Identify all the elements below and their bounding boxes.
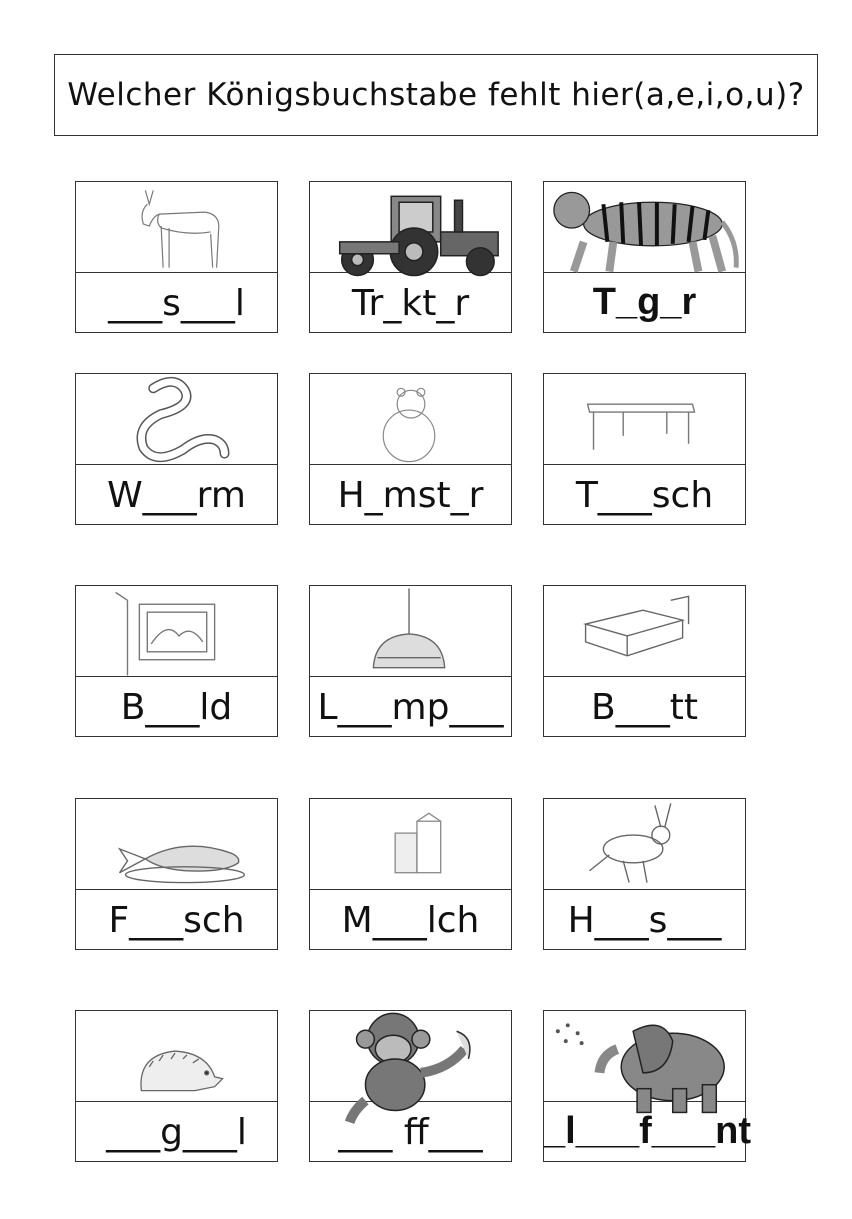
- card-monkey: [309, 1010, 512, 1162]
- word-puzzle: H___s___: [567, 900, 722, 941]
- card-milk: [309, 798, 512, 950]
- word-puzzle: H_mst_r: [337, 475, 484, 516]
- card-hamster: [309, 373, 512, 525]
- card-picture: [76, 1011, 277, 1102]
- word-puzzle: L___mp___: [317, 687, 504, 728]
- word-puzzle: Tr_kt_r: [351, 283, 470, 324]
- card-picture-frame: [75, 585, 278, 737]
- hare-icon: [544, 799, 745, 889]
- word-puzzle: M___lch: [341, 900, 480, 941]
- card-picture: [310, 374, 511, 465]
- card-hedgehog: [75, 1010, 278, 1162]
- hamster-icon: [310, 374, 511, 464]
- card-tiger: [543, 181, 746, 333]
- card-picture: [544, 182, 745, 273]
- card-picture: [76, 586, 277, 677]
- card-fish: [75, 798, 278, 950]
- word-puzzle: T_g_r: [592, 281, 697, 323]
- lamp-icon: [310, 586, 511, 676]
- elephant-icon: [544, 1011, 745, 1101]
- donkey-icon: [76, 182, 277, 272]
- milk-icon: [310, 799, 511, 889]
- table-icon: [544, 374, 745, 464]
- title-box: [54, 54, 818, 136]
- card-picture: [544, 1011, 745, 1102]
- fish-icon: [76, 799, 277, 889]
- bed-icon: [544, 586, 745, 676]
- word-puzzle: B___ld: [120, 687, 233, 728]
- card-elephant: [543, 1010, 752, 1162]
- card-hare: [543, 798, 746, 950]
- card-table: [543, 373, 746, 525]
- card-bed: [543, 585, 746, 737]
- word-puzzle: W___rm: [107, 475, 246, 516]
- card-picture: [310, 1011, 511, 1102]
- picture-frame-icon: [76, 586, 277, 676]
- word-puzzle: T___sch: [575, 475, 714, 516]
- card-picture: [310, 799, 511, 890]
- card-picture: [76, 182, 277, 273]
- card-picture: [310, 586, 511, 677]
- card-picture: [310, 182, 511, 273]
- word-puzzle: ___s___l: [108, 283, 245, 324]
- monkey-icon: [310, 1011, 511, 1101]
- card-worm: [75, 373, 278, 525]
- card-picture: [544, 374, 745, 465]
- card-picture: [544, 586, 745, 677]
- card-donkey: [75, 181, 278, 333]
- tractor-icon: [310, 182, 511, 272]
- word-puzzle: B___tt: [591, 687, 698, 728]
- word-puzzle: ___g___l: [106, 1112, 247, 1153]
- word-puzzle: ___ ff___: [338, 1112, 483, 1153]
- word-puzzle: _l___f___nt: [544, 1110, 752, 1152]
- card-picture: [76, 799, 277, 890]
- hedgehog-icon: [76, 1011, 277, 1101]
- worm-icon: [76, 374, 277, 464]
- card-tractor: [309, 181, 512, 333]
- card-picture: [76, 374, 277, 465]
- card-picture: [544, 799, 745, 890]
- word-puzzle: F___sch: [108, 900, 245, 941]
- card-lamp: [309, 585, 512, 737]
- tiger-icon: [544, 182, 745, 272]
- worksheet-title: Welcher Königsbuchstabe fehlt hier(a,e,i,o,u)?: [67, 77, 805, 113]
